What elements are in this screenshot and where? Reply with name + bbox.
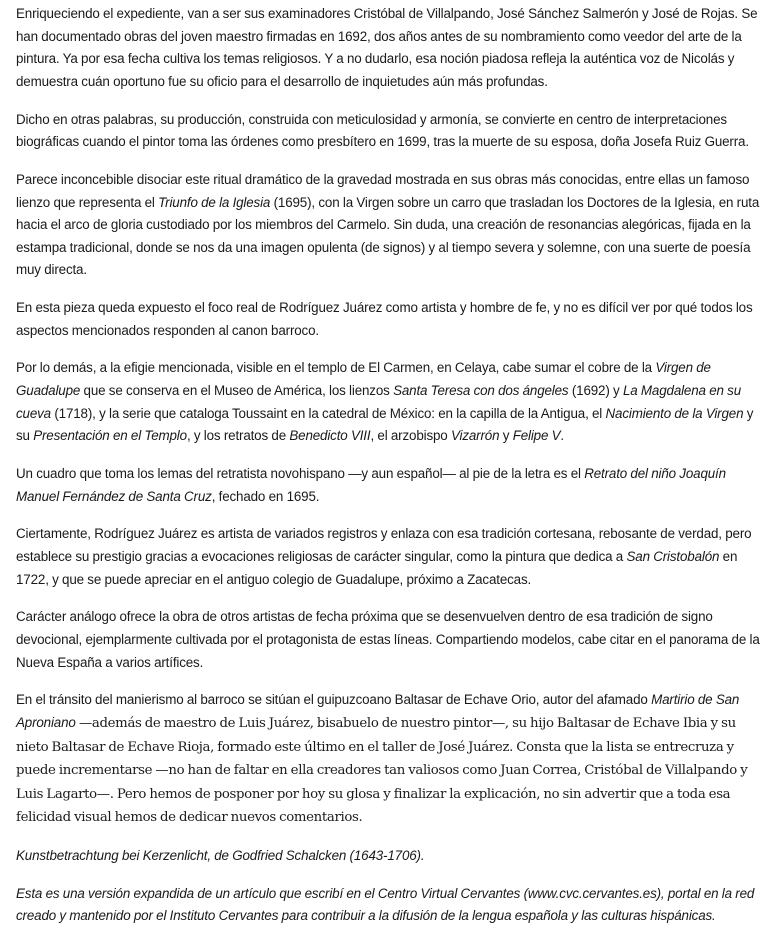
paragraph-5-text-d: (1718), y la serie que cataloga Toussaint en la catedral de México: en la capilla de la Antigua, el [50, 405, 606, 421]
artwork-title-triunfo: Triunfo de la Iglesia [158, 194, 271, 210]
paragraph-6 [16, 463, 770, 508]
artwork-title-presentacion: Presentación en el Templo [33, 428, 187, 444]
paragraph-3-text-a: Parece inconcebible disociar este ritual dramático de la gravedad mostrada en sus obras más conocidas, entre ellas un famoso lienzo que representa el [16, 171, 750, 210]
image-caption: Kunstbetrachtung bei Kerzenlicht, de Godfried Schalcken (1643-1706). [16, 848, 425, 864]
paragraph-7 [16, 523, 770, 591]
paragraph-1: Enriqueciendo el expediente, van a ser sus examinadores Cristóbal de Villalpando, José Sánchez Salmerón y José de Rojas. Se han documentado obras del joven maestro firmadas en 1692, dos años antes de su nombramiento como veedor del arte de la pintura. Ya por esa fecha cultiva los temas religiosos. Y a no dudarlo, esa noción piadosa refleja la auténtica voz de Nicolás y demuestra cuán oportuno fue su oficio para el desarrollo de inquietudes aún más profundas. [16, 6, 758, 89]
paragraph-6-text-a: Un cuadro que toma los lemas del retratista novohispano —y aun español— al pie de la letra es el [16, 466, 585, 482]
paragraph-9-text-a: En el tránsito del manierismo al barroco se sitúan el guipuzcoano Baltasar de Echave Orio, autor del afamado [16, 692, 652, 708]
article-body [16, 0, 770, 943]
artwork-title-san-cristobalon: San Cristobalón [626, 549, 720, 564]
paragraph-5 [16, 357, 770, 447]
artwork-title-retrato-nino: Retrato del niño Joaquín Manuel Fernández de Santa Cruz [16, 466, 726, 504]
artwork-title-virgen-guadalupe: Virgen de Guadalupe [16, 360, 711, 399]
paragraph-5-text-j: . [560, 428, 564, 444]
paragraph-3-text-b: (1695), con la Virgen sobre un carro que trasladan los Doctores de la Iglesia, en ruta hacia el arco de gloria custodiado por los miembros del Carmelo. Sin duda, una creación de resonancias alegóricas, fijada en la estampa tradicional, donde se nos da una imagen opulenta (de signos) y al tiempo severa y solemne, con una suerte de poesía muy directa. [16, 194, 760, 278]
paragraph-9 [16, 689, 770, 830]
artwork-title-magdalena: La Magdalena en su cueva [16, 383, 742, 421]
paragraph-8: Carácter análogo ofrece la obra de otros artistas de fecha próxima que se desenvuelven dentro de esa tradición de signo devocional, ejemplarmente cultivada por el protagonista de estas líneas. Compartiendo modelos, cabe citar en el panorama de la Nueva España a varios artífices. [16, 609, 760, 670]
paragraph-5-text-a: Por lo demás, a la efigie mencionada, visible en el templo de El Carmen, en Celaya, cabe sumar el cobre de la [16, 360, 656, 376]
paragraph-5-text-b: que se conserva en el Museo de América, los lienzos [80, 383, 394, 399]
paragraph-5-text-f: , y los retratos de [186, 428, 290, 444]
paragraph-2: Dicho en otras palabras, su producción, construida con meticulosidad y armonía, se convierte en centro de interpretaciones biográficas cuando el pintor toma las órdenes como presbítero en 1699, tras la muerte de su esposa, doña Josefa Ruiz Guerra. [16, 111, 749, 150]
paragraph-7-text-a: Ciertamente, Rodríguez Juárez es artista de variados registros y enlaza con esa tradición cortesana, rebosante de verdad, pero establece su prestigio gracias a evocaciones religiosas de carácter singular, como la pintura que dedica a [16, 526, 752, 564]
artwork-title-felipe: Felipe V [512, 428, 561, 444]
artwork-title-vizarron: Vizarrón [450, 428, 500, 444]
artwork-title-benedicto: Benedicto VIII [289, 428, 371, 444]
paragraph-5-text-e: y su [16, 405, 754, 444]
paragraph-7-text-b: en 1722, y que se puede apreciar en el antiguo colegio de Guadalupe, próximo a Zacatecas. [16, 549, 738, 587]
artwork-title-martirio: Martirio de San Aproniano [16, 692, 740, 730]
paragraph-5-text-c: (1692) y [568, 383, 623, 399]
paragraph-5-text-h: y [499, 428, 513, 444]
artwork-title-nacimiento: Nacimiento de la Virgen [605, 405, 744, 421]
paragraph-9-text-b: —además de maestro de Luis Juárez, bisabuelo de nuestro pintor—, su hijo Baltasar de Echave Ibia y su nieto Baltasar de Echave Rioja, formado este último en el taller de José Juárez. Consta que la lista se entrecruza y puede incrementarse —no han de faltar en ella creadores tan valiosos como Juan Correa, Cristóbal de Villalpando y Luis Lagarto—. Pero hemos de posponer por hoy su glosa y finalizar la explicación, no sin advertir que a toda esa felicidad visual hemos de dedicar nuevos comentarios. [16, 715, 748, 826]
artwork-title-santa-teresa: Santa Teresa con dos ángeles [393, 383, 569, 399]
paragraph-3 [16, 169, 770, 282]
paragraph-6-text-b: , fechado en 1695. [211, 488, 320, 504]
paragraph-5-text-g: , el arzobispo [370, 428, 451, 444]
footnote: Esta es una versión expandida de un artículo que escribí en el Centro Virtual Cervantes (www.cvc.cervantes.es), portal en la red creado y mantenido por el Instituto Cervantes para contribuir a la difusión de la lengua española y las culturas hispánicas. [16, 885, 755, 924]
paragraph-4: En esta pieza queda expuesto el foco real de Rodríguez Juárez como artista y hombre de fe, y no es difícil ver por qué todos los aspectos mencionados responden al canon barroco. [16, 300, 753, 338]
